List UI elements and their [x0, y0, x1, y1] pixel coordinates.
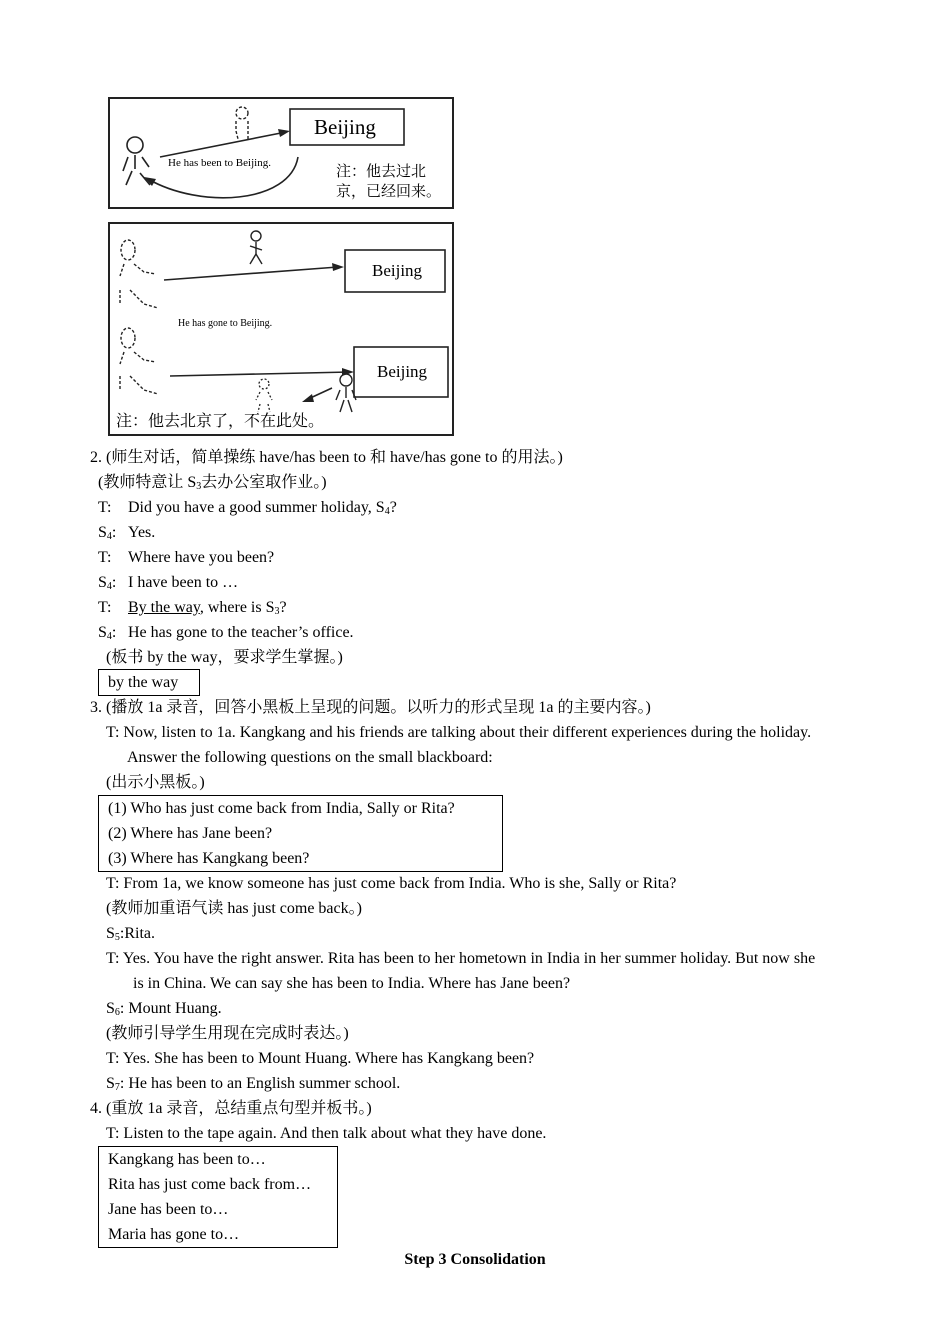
dashed-person-icon [236, 107, 248, 139]
teacher-line: is in China. We can say she has been to India. Where has Jane been? [133, 975, 571, 992]
board-line: Kangkang has been to… [108, 1151, 266, 1168]
board-box-by-the-way [98, 669, 200, 696]
question-item: (2) Where has Jane been? [108, 825, 273, 842]
teacher-line: T: Now, listen to 1a. Kangkang and his friends are talking about their different experiences during the holiday. [106, 724, 812, 741]
board-line: Jane has been to… [108, 1201, 229, 1218]
dialogue-line: T: Did you have a good summer holiday, $S_4$? [98, 499, 397, 517]
section-2-note: (教师特意让 $S_3$去办公室取作业。) [98, 474, 327, 492]
board-text: by the way [108, 674, 179, 691]
student-answer: $S_7$: He has been to an English summer school. [106, 1075, 401, 1093]
figure-has-gone-to [108, 222, 454, 436]
place-label-top: Beijing [372, 261, 423, 280]
student-answer: $S_6$: Mount Huang. [106, 1000, 222, 1018]
dashed-person-icon [120, 240, 158, 308]
show-board-note: (出示小黑板。) [106, 774, 205, 791]
dashed-person-icon [256, 379, 272, 412]
teacher-line: T: Yes. You have the right answer. Rita has been to her hometown in India in her summer holiday. But now she [106, 950, 816, 967]
figure-note-line1: 注：他去过北 [336, 164, 427, 180]
figure-note-line2: 京，已经回来。 [336, 184, 442, 200]
teacher-line: T: From 1a, we know someone has just come back from India. Who is she, Sally or Rita? [106, 875, 677, 892]
dialogue-line: $S_4$: I have been to … [98, 574, 239, 592]
dashed-person-icon [120, 328, 158, 394]
walking-person-icon [250, 231, 262, 264]
section-2-heading: 2. (师生对话，简单操练 have/has been to 和 have/has gone to 的用法。) [90, 449, 563, 466]
has-gone-to-illustration [110, 224, 452, 434]
place-label-bottom: Beijing [377, 362, 428, 381]
teacher-line: T: Yes. She has been to Mount Huang. Where has Kangkang been? [106, 1050, 535, 1067]
summary-board [98, 1146, 338, 1248]
dialogue-line: $S_4$: He has gone to the teacher’s office. [98, 624, 354, 642]
figure-has-been-to [108, 97, 454, 209]
teacher-line: Answer the following questions on the small blackboard: [127, 749, 493, 766]
section-3-heading: 3. (播放 1a 录音，回答小黑板上呈现的问题。以听力的形式呈现 1a 的主要内容。) [90, 699, 651, 716]
student-answer: $S_5:Rita$. [106, 925, 156, 943]
figure-caption: He has gone to Beijing. [178, 318, 273, 329]
dialogue-line: $S_4$: Yes. [98, 524, 156, 542]
questions-board [98, 795, 503, 872]
dialogue-line: T: Where have you been? [98, 549, 275, 566]
figure-caption: He has been to Beijing. [168, 157, 271, 169]
dialogue-line: T: By the way, where is $S_3$? [98, 599, 287, 617]
person-icon [336, 374, 356, 412]
stress-note: (教师加重语气读 has just come back。) [106, 900, 362, 917]
question-item: (1) Who has just come back from India, Sally or Rita? [108, 800, 455, 817]
guide-note: (教师引导学生用现在完成时表达。) [106, 1025, 349, 1042]
figure-note: 注：他去北京了，不在此处。 [116, 413, 325, 430]
board-note: (板书 by the way，要求学生掌握。) [106, 649, 343, 666]
question-item: (3) Where has Kangkang been? [108, 850, 310, 867]
section-4-heading: 4. (重放 1a 录音，总结重点句型并板书。) [90, 1100, 372, 1117]
board-line: Maria has gone to… [108, 1226, 240, 1243]
place-label: Beijing [314, 115, 376, 139]
step-3-heading: Step 3 Consolidation [404, 1251, 546, 1268]
teacher-line: T: Listen to the tape again. And then talk about what they have done. [106, 1125, 547, 1142]
board-line: Rita has just come back from… [108, 1176, 312, 1193]
